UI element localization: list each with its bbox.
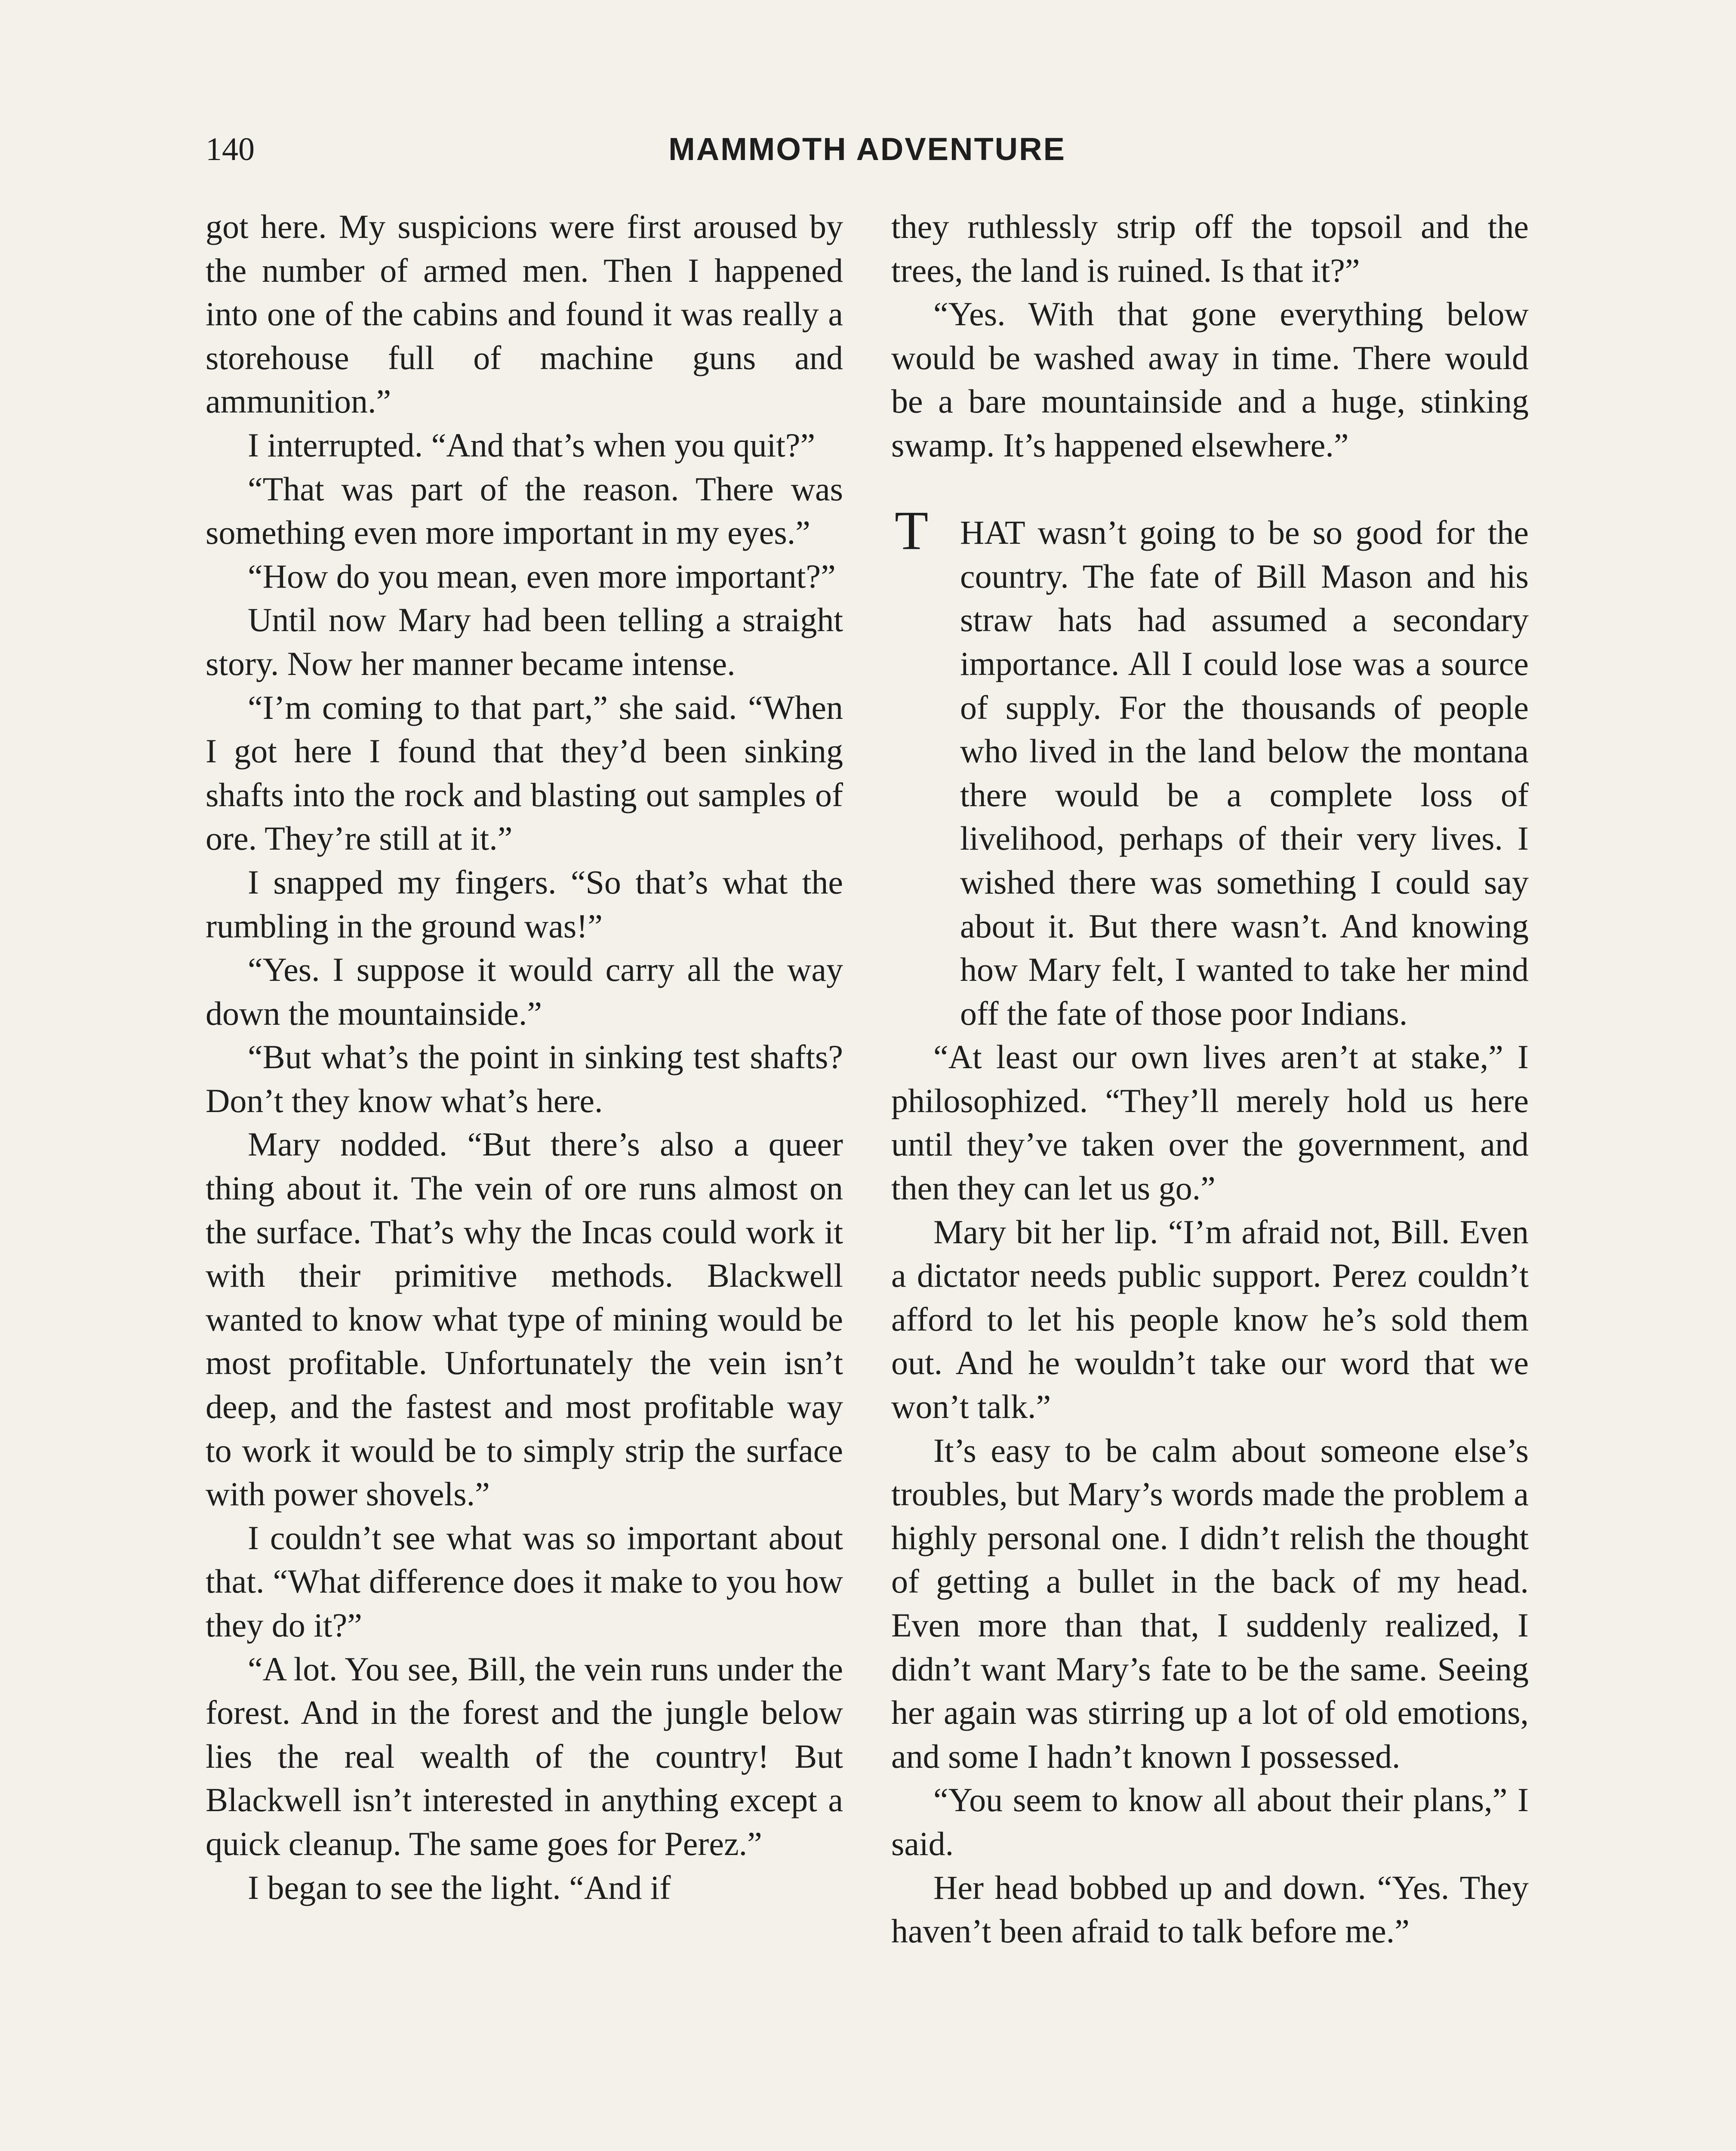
paragraph: “But what’s the point in sinking test shafts? Don’t they know what’s here. [206, 1038, 843, 1119]
section-opening-paragraph [891, 500, 1529, 1035]
paragraph: I interrupted. “And that’s when you quit?” [248, 426, 816, 464]
page-number: 140 [206, 131, 255, 167]
paragraph: I began to see the light. “And if [248, 1868, 671, 1906]
paragraph: “That was part of the reason. There was something even more important in my eyes.” [206, 470, 843, 552]
paragraph: “A lot. You see, Bill, the vein runs under the forest. And in the forest and the jungle below lies the real wealth of the country! But Blackwell isn’t interested in anything except a quick cleanup. The same goes for Perez.” [206, 1650, 843, 1862]
paragraph: I snapped my fingers. “So that’s what the rumbling in the ground was!” [206, 863, 843, 945]
drop-cap-paragraph-text: HAT wasn’t going to be so good for the country. The fate of Bill Mason and his straw hats had assumed a secondary importance. All I could lose was a source of supply. For the thousands of people who lived in the land below the montana there would be a complete loss of livelihood, perhaps of their very lives. I wished there was something I could say about it. But there wasn’t. And knowing how Mary felt, I wanted to take her mind off the fate of those poor Indians. [960, 514, 1529, 1032]
paragraph: It’s easy to be calm about someone else’s troubles, but Mary’s words made the problem a highly personal one. I didn’t relish the thought of getting a bullet in the back of my head. Even more than that, I suddenly realized, I didn’t want Mary’s fate to be the same. Seeing her again was stirring up a lot of old emotions, and some I hadn’t known I possessed. [891, 1431, 1529, 1775]
section-break [891, 467, 1529, 511]
paragraph: Mary bit her lip. “I’m afraid not, Bill. Even a dictator needs public support. Perez couldn’t afford to let his people know he’s sold them out. And he wouldn’t take our word that we won’t talk.” [891, 1213, 1529, 1426]
left-column [206, 205, 843, 1909]
paragraph: “You seem to know all about their plans,” I said. [891, 1781, 1529, 1862]
paragraph: they ruthlessly strip off the topsoil and the trees, the land is ruined. Is that it?” [891, 208, 1529, 289]
paragraph: Until now Mary had been telling a straight story. Now her manner became intense. [206, 601, 843, 682]
paragraph: I couldn’t see what was so important about that. “What difference does it make to you how they do it?” [206, 1519, 843, 1644]
paragraph: “At least our own lives aren’t at stake,” I philosophized. “They’ll merely hold us here until they’ve taken over the government, and then they can let us go.” [891, 1038, 1529, 1207]
paragraph: got here. My suspicions were first aroused by the number of armed men. Then I happened into one of the cabins and found it was really a storehouse full of machine guns and ammunition.” [206, 208, 843, 420]
running-title: MAMMOTH ADVENTURE [668, 131, 1066, 167]
drop-cap: T [895, 500, 929, 561]
running-head [206, 126, 1529, 173]
paragraph: Her head bobbed up and down. “Yes. They haven’t been afraid to talk before me.” [891, 1868, 1529, 1950]
right-column [891, 205, 1529, 1953]
paragraph: “I’m coming to that part,” she said. “When I got here I found that they’d been sinking shafts into the rock and blasting out samples of ore. They’re still at it.” [206, 688, 843, 857]
paragraph: “Yes. With that gone everything below would be washed away in time. There would be a bare mountainside and a huge, stinking swamp. It’s happened elsewhere.” [891, 295, 1529, 464]
paragraph: “Yes. I suppose it would carry all the way down the mountainside.” [206, 951, 843, 1032]
paragraph: “How do you mean, even more important?” [248, 557, 836, 595]
paragraph: Mary nodded. “But there’s also a queer thing about it. The vein of ore runs almost on the surface. That’s why the Incas could work it with their primitive methods. Blackwell wanted to know what type of mining would be most profitable. Unfortunately the vein isn’t deep, and the fastest and most profitable way to work it would be to simply strip the surface with power shovels.” [206, 1125, 843, 1513]
